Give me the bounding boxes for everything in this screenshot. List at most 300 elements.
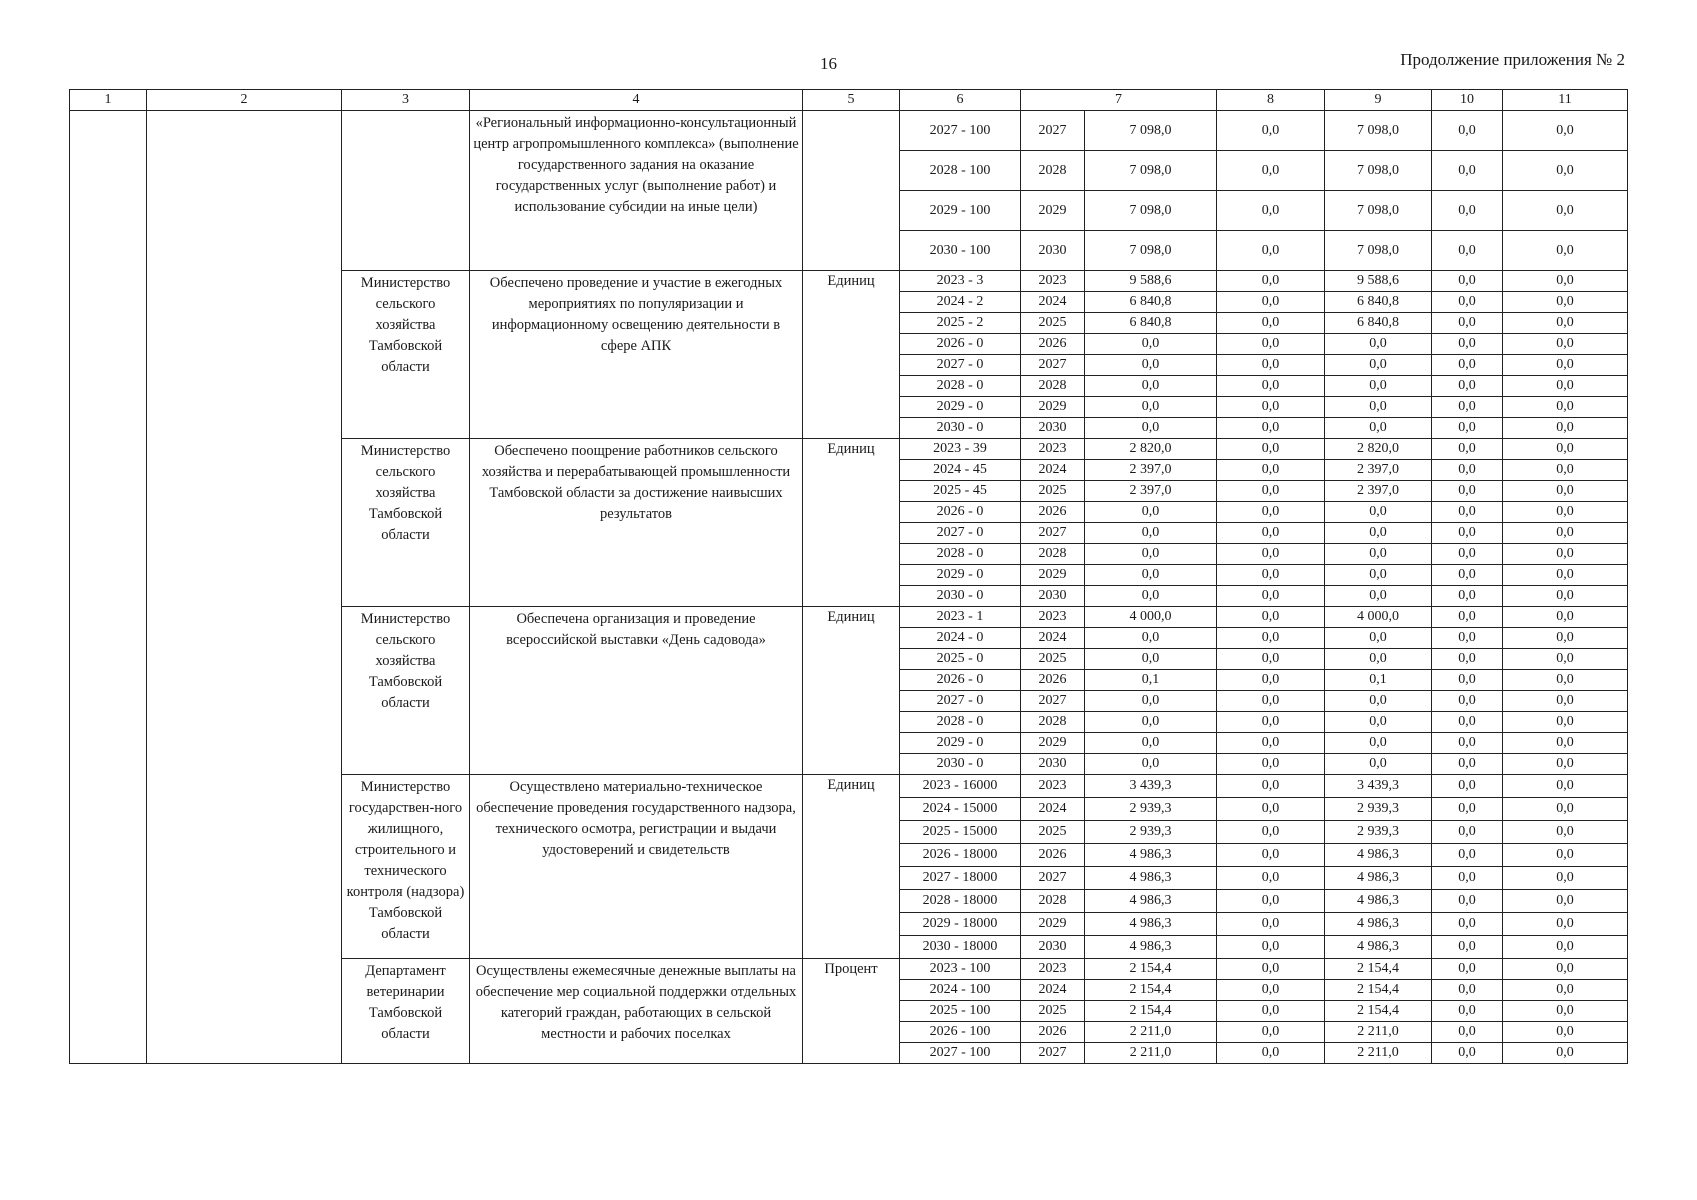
- amount-col-8: 0,0: [1217, 313, 1325, 334]
- col-header: 2: [147, 90, 342, 111]
- amount-col-9: 0,0: [1325, 418, 1432, 439]
- col-header: 5: [803, 90, 900, 111]
- amount-col-10: 0,0: [1432, 481, 1503, 502]
- amount-col-9: 2 939,3: [1325, 821, 1432, 844]
- amount-col-8: 0,0: [1217, 418, 1325, 439]
- amount-col-10: 0,0: [1432, 733, 1503, 754]
- amount-col-9: 4 986,3: [1325, 844, 1432, 867]
- amount-col-9: 0,0: [1325, 565, 1432, 586]
- amount-col-8: 0,0: [1217, 890, 1325, 913]
- amount-col-10: 0,0: [1432, 649, 1503, 670]
- amount-col-8: 0,0: [1217, 1001, 1325, 1022]
- total-amount: 0,0: [1085, 502, 1217, 523]
- amount-col-9: 2 397,0: [1325, 481, 1432, 502]
- year: 2030: [1021, 418, 1085, 439]
- cell-col-2-blank: [147, 111, 342, 1064]
- responsible-executor: Министерство сельского хозяйства Тамбовской области: [342, 271, 470, 439]
- amount-col-8: 0,0: [1217, 1043, 1325, 1064]
- amount-col-8: 0,0: [1217, 151, 1325, 191]
- result-description: «Региональный информационно-консультационный центр агропромышленного комплекса» (выполнение государственного задания на оказание государственных услуг (выполнение работ) и использование субсидии на иные цели): [470, 111, 803, 271]
- indicator-value: 2023 - 39: [900, 439, 1021, 460]
- year: 2027: [1021, 523, 1085, 544]
- total-amount: 4 986,3: [1085, 867, 1217, 890]
- amount-col-9: 0,0: [1325, 733, 1432, 754]
- amount-col-11: 0,0: [1503, 376, 1628, 397]
- indicator-value: 2026 - 0: [900, 670, 1021, 691]
- amount-col-8: 0,0: [1217, 334, 1325, 355]
- year: 2027: [1021, 111, 1085, 151]
- amount-col-11: 0,0: [1503, 111, 1628, 151]
- year: 2024: [1021, 292, 1085, 313]
- amount-col-9: 2 154,4: [1325, 980, 1432, 1001]
- indicator-value: 2024 - 45: [900, 460, 1021, 481]
- amount-col-10: 0,0: [1432, 691, 1503, 712]
- result-description: Осуществлено материально-техническое обеспечение проведения государственного надзора, технического осмотра, регистрации и выдачи удостоверений и свидетельств: [470, 775, 803, 959]
- amount-col-11: 0,0: [1503, 313, 1628, 334]
- total-amount: 2 211,0: [1085, 1043, 1217, 1064]
- total-amount: 0,0: [1085, 628, 1217, 649]
- year: 2026: [1021, 844, 1085, 867]
- year: 2024: [1021, 980, 1085, 1001]
- amount-col-9: 7 098,0: [1325, 151, 1432, 191]
- amount-col-9: 0,0: [1325, 523, 1432, 544]
- amount-col-10: 0,0: [1432, 397, 1503, 418]
- amount-col-9: 7 098,0: [1325, 191, 1432, 231]
- year: 2025: [1021, 649, 1085, 670]
- amount-col-9: 0,0: [1325, 628, 1432, 649]
- amount-col-11: 0,0: [1503, 502, 1628, 523]
- total-amount: 0,0: [1085, 691, 1217, 712]
- year: 2026: [1021, 1022, 1085, 1043]
- amount-col-8: 0,0: [1217, 649, 1325, 670]
- indicator-value: 2025 - 0: [900, 649, 1021, 670]
- indicator-value: 2027 - 0: [900, 355, 1021, 376]
- amount-col-8: 0,0: [1217, 754, 1325, 775]
- col-header: 7: [1021, 90, 1217, 111]
- amount-col-9: 0,0: [1325, 397, 1432, 418]
- indicator-value: 2028 - 0: [900, 376, 1021, 397]
- amount-col-10: 0,0: [1432, 867, 1503, 890]
- indicator-value: 2030 - 100: [900, 231, 1021, 271]
- total-amount: 7 098,0: [1085, 191, 1217, 231]
- amount-col-10: 0,0: [1432, 313, 1503, 334]
- responsible-executor: [342, 111, 470, 271]
- total-amount: 0,0: [1085, 523, 1217, 544]
- amount-col-9: 6 840,8: [1325, 313, 1432, 334]
- year: 2029: [1021, 191, 1085, 231]
- amount-col-11: 0,0: [1503, 607, 1628, 628]
- amount-col-9: 3 439,3: [1325, 775, 1432, 798]
- amount-col-10: 0,0: [1432, 439, 1503, 460]
- amount-col-11: 0,0: [1503, 460, 1628, 481]
- year: 2026: [1021, 670, 1085, 691]
- total-amount: 4 986,3: [1085, 936, 1217, 959]
- amount-col-8: 0,0: [1217, 565, 1325, 586]
- amount-col-9: 0,0: [1325, 544, 1432, 565]
- indicator-value: 2024 - 2: [900, 292, 1021, 313]
- amount-col-8: 0,0: [1217, 913, 1325, 936]
- amount-col-9: 0,0: [1325, 754, 1432, 775]
- total-amount: 6 840,8: [1085, 292, 1217, 313]
- col-header: 3: [342, 90, 470, 111]
- amount-col-8: 0,0: [1217, 231, 1325, 271]
- year: 2026: [1021, 334, 1085, 355]
- amount-col-11: 0,0: [1503, 754, 1628, 775]
- amount-col-10: 0,0: [1432, 191, 1503, 231]
- amount-col-10: 0,0: [1432, 913, 1503, 936]
- indicator-value: 2030 - 0: [900, 754, 1021, 775]
- amount-col-10: 0,0: [1432, 460, 1503, 481]
- indicator-value: 2028 - 18000: [900, 890, 1021, 913]
- unit-of-measure: [803, 111, 900, 271]
- amount-col-8: 0,0: [1217, 586, 1325, 607]
- total-amount: 4 986,3: [1085, 890, 1217, 913]
- total-amount: 0,0: [1085, 565, 1217, 586]
- amount-col-11: 0,0: [1503, 959, 1628, 980]
- col-header: 1: [70, 90, 147, 111]
- amount-col-11: 0,0: [1503, 191, 1628, 231]
- amount-col-10: 0,0: [1432, 355, 1503, 376]
- amount-col-10: 0,0: [1432, 1022, 1503, 1043]
- amount-col-10: 0,0: [1432, 890, 1503, 913]
- amount-col-9: 4 986,3: [1325, 913, 1432, 936]
- amount-col-10: 0,0: [1432, 936, 1503, 959]
- year: 2030: [1021, 754, 1085, 775]
- amount-col-8: 0,0: [1217, 628, 1325, 649]
- amount-col-11: 0,0: [1503, 439, 1628, 460]
- indicator-value: 2023 - 3: [900, 271, 1021, 292]
- year: 2029: [1021, 733, 1085, 754]
- amount-col-11: 0,0: [1503, 1022, 1628, 1043]
- responsible-executor: Министерство сельского хозяйства Тамбовской области: [342, 607, 470, 775]
- amount-col-11: 0,0: [1503, 628, 1628, 649]
- total-amount: 2 397,0: [1085, 460, 1217, 481]
- amount-col-8: 0,0: [1217, 712, 1325, 733]
- unit-of-measure: Единиц: [803, 775, 900, 959]
- table-row: [70, 111, 1628, 151]
- amount-col-10: 0,0: [1432, 959, 1503, 980]
- amount-col-8: 0,0: [1217, 355, 1325, 376]
- amount-col-11: 0,0: [1503, 565, 1628, 586]
- year: 2026: [1021, 502, 1085, 523]
- year: 2023: [1021, 439, 1085, 460]
- year: 2030: [1021, 936, 1085, 959]
- total-amount: 2 211,0: [1085, 1022, 1217, 1043]
- amount-col-11: 0,0: [1503, 586, 1628, 607]
- total-amount: 0,0: [1085, 649, 1217, 670]
- total-amount: 0,0: [1085, 586, 1217, 607]
- amount-col-10: 0,0: [1432, 523, 1503, 544]
- indicator-value: 2027 - 100: [900, 1043, 1021, 1064]
- year: 2024: [1021, 460, 1085, 481]
- amount-col-11: 0,0: [1503, 775, 1628, 798]
- total-amount: 0,0: [1085, 355, 1217, 376]
- amount-col-11: 0,0: [1503, 151, 1628, 191]
- total-amount: 0,0: [1085, 544, 1217, 565]
- amount-col-9: 0,0: [1325, 355, 1432, 376]
- amount-col-9: 2 154,4: [1325, 1001, 1432, 1022]
- amount-col-10: 0,0: [1432, 1043, 1503, 1064]
- indicator-value: 2024 - 0: [900, 628, 1021, 649]
- amount-col-8: 0,0: [1217, 191, 1325, 231]
- amount-col-8: 0,0: [1217, 691, 1325, 712]
- amount-col-8: 0,0: [1217, 821, 1325, 844]
- amount-col-9: 9 588,6: [1325, 271, 1432, 292]
- responsible-executor: Министерство государствен-ного жилищного, строительного и технического контроля (надзора) Тамбовской области: [342, 775, 470, 959]
- total-amount: 3 439,3: [1085, 775, 1217, 798]
- year: 2025: [1021, 1001, 1085, 1022]
- indicator-value: 2025 - 2: [900, 313, 1021, 334]
- amount-col-9: 7 098,0: [1325, 231, 1432, 271]
- amount-col-8: 0,0: [1217, 376, 1325, 397]
- total-amount: 7 098,0: [1085, 151, 1217, 191]
- amount-col-9: 0,0: [1325, 334, 1432, 355]
- amount-col-9: 2 397,0: [1325, 460, 1432, 481]
- unit-of-measure: Единиц: [803, 607, 900, 775]
- indicator-value: 2028 - 100: [900, 151, 1021, 191]
- unit-of-measure: Процент: [803, 959, 900, 1064]
- amount-col-10: 0,0: [1432, 151, 1503, 191]
- indicator-value: 2025 - 100: [900, 1001, 1021, 1022]
- total-amount: 4 986,3: [1085, 844, 1217, 867]
- year: 2023: [1021, 271, 1085, 292]
- amount-col-8: 0,0: [1217, 959, 1325, 980]
- amount-col-8: 0,0: [1217, 481, 1325, 502]
- amount-col-11: 0,0: [1503, 890, 1628, 913]
- amount-col-11: 0,0: [1503, 418, 1628, 439]
- indicator-value: 2026 - 0: [900, 502, 1021, 523]
- total-amount: 4 986,3: [1085, 913, 1217, 936]
- amount-col-8: 0,0: [1217, 397, 1325, 418]
- year: 2029: [1021, 397, 1085, 418]
- total-amount: 9 588,6: [1085, 271, 1217, 292]
- amount-col-11: 0,0: [1503, 733, 1628, 754]
- total-amount: 0,0: [1085, 754, 1217, 775]
- col-header: 8: [1217, 90, 1325, 111]
- indicator-value: 2027 - 18000: [900, 867, 1021, 890]
- amount-col-11: 0,0: [1503, 980, 1628, 1001]
- amount-col-10: 0,0: [1432, 292, 1503, 313]
- amount-col-9: 4 000,0: [1325, 607, 1432, 628]
- amount-col-9: 4 986,3: [1325, 890, 1432, 913]
- amount-col-8: 0,0: [1217, 111, 1325, 151]
- year: 2028: [1021, 544, 1085, 565]
- indicator-value: 2025 - 15000: [900, 821, 1021, 844]
- amount-col-8: 0,0: [1217, 523, 1325, 544]
- indicator-value: 2029 - 18000: [900, 913, 1021, 936]
- total-amount: 2 154,4: [1085, 980, 1217, 1001]
- amount-col-8: 0,0: [1217, 733, 1325, 754]
- indicator-value: 2027 - 100: [900, 111, 1021, 151]
- amount-col-8: 0,0: [1217, 775, 1325, 798]
- unit-of-measure: Единиц: [803, 439, 900, 607]
- indicator-value: 2023 - 100: [900, 959, 1021, 980]
- total-amount: 0,0: [1085, 397, 1217, 418]
- amount-col-9: 2 939,3: [1325, 798, 1432, 821]
- indicator-value: 2025 - 45: [900, 481, 1021, 502]
- responsible-executor: Министерство сельского хозяйства Тамбовской области: [342, 439, 470, 607]
- total-amount: 0,0: [1085, 376, 1217, 397]
- amount-col-11: 0,0: [1503, 798, 1628, 821]
- unit-of-measure: Единиц: [803, 271, 900, 439]
- amount-col-8: 0,0: [1217, 544, 1325, 565]
- amount-col-11: 0,0: [1503, 355, 1628, 376]
- total-amount: 2 939,3: [1085, 821, 1217, 844]
- amount-col-11: 0,0: [1503, 231, 1628, 271]
- col-header: 4: [470, 90, 803, 111]
- amount-col-9: 0,0: [1325, 376, 1432, 397]
- result-description: Обеспечено проведение и участие в ежегодных мероприятиях по популяризации и информационному освещению деятельности в сфере АПК: [470, 271, 803, 439]
- amount-col-10: 0,0: [1432, 544, 1503, 565]
- amount-col-9: 0,0: [1325, 502, 1432, 523]
- amount-col-8: 0,0: [1217, 607, 1325, 628]
- cell-col-1-blank: [70, 111, 147, 1064]
- result-description: Осуществлены ежемесячные денежные выплаты на обеспечение мер социальной поддержки отдельных категорий граждан, работающих в сельской местности и рабочих поселках: [470, 959, 803, 1064]
- amount-col-11: 0,0: [1503, 544, 1628, 565]
- amount-col-8: 0,0: [1217, 1022, 1325, 1043]
- amount-col-11: 0,0: [1503, 670, 1628, 691]
- amount-col-11: 0,0: [1503, 1001, 1628, 1022]
- amount-col-9: 0,0: [1325, 586, 1432, 607]
- indicator-value: 2026 - 100: [900, 1022, 1021, 1043]
- amount-col-11: 0,0: [1503, 334, 1628, 355]
- continuation-label: Продолжение приложения № 2: [1400, 50, 1625, 69]
- amount-col-10: 0,0: [1432, 502, 1503, 523]
- amount-col-10: 0,0: [1432, 844, 1503, 867]
- indicator-value: 2029 - 0: [900, 397, 1021, 418]
- year: 2028: [1021, 890, 1085, 913]
- amount-col-10: 0,0: [1432, 271, 1503, 292]
- amount-col-10: 0,0: [1432, 111, 1503, 151]
- col-header: 10: [1432, 90, 1503, 111]
- amount-col-10: 0,0: [1432, 670, 1503, 691]
- amount-col-10: 0,0: [1432, 798, 1503, 821]
- year: 2023: [1021, 775, 1085, 798]
- result-description: Обеспечена организация и проведение всероссийской выставки «День садовода»: [470, 607, 803, 775]
- year: 2030: [1021, 231, 1085, 271]
- year: 2027: [1021, 355, 1085, 376]
- total-amount: 0,0: [1085, 733, 1217, 754]
- amount-col-10: 0,0: [1432, 376, 1503, 397]
- amount-col-9: 7 098,0: [1325, 111, 1432, 151]
- total-amount: 0,0: [1085, 334, 1217, 355]
- page-number: 16: [820, 54, 837, 73]
- indicator-value: 2027 - 0: [900, 523, 1021, 544]
- amount-col-10: 0,0: [1432, 712, 1503, 733]
- amount-col-9: 2 820,0: [1325, 439, 1432, 460]
- amount-col-9: 0,0: [1325, 691, 1432, 712]
- amount-col-11: 0,0: [1503, 292, 1628, 313]
- year: 2027: [1021, 1043, 1085, 1064]
- indicator-value: 2028 - 0: [900, 544, 1021, 565]
- header-row: [70, 90, 1628, 111]
- year: 2030: [1021, 586, 1085, 607]
- responsible-executor: Департамент ветеринарии Тамбовской области: [342, 959, 470, 1064]
- total-amount: 2 939,3: [1085, 798, 1217, 821]
- amount-col-10: 0,0: [1432, 628, 1503, 649]
- year: 2027: [1021, 691, 1085, 712]
- total-amount: 7 098,0: [1085, 231, 1217, 271]
- indicator-value: 2023 - 1: [900, 607, 1021, 628]
- amount-col-10: 0,0: [1432, 980, 1503, 1001]
- amount-col-8: 0,0: [1217, 670, 1325, 691]
- amount-col-9: 0,1: [1325, 670, 1432, 691]
- amount-col-10: 0,0: [1432, 565, 1503, 586]
- indicator-value: 2030 - 0: [900, 418, 1021, 439]
- indicator-value: 2024 - 100: [900, 980, 1021, 1001]
- amount-col-8: 0,0: [1217, 936, 1325, 959]
- amount-col-9: 6 840,8: [1325, 292, 1432, 313]
- indicator-value: 2023 - 16000: [900, 775, 1021, 798]
- amount-col-8: 0,0: [1217, 867, 1325, 890]
- indicator-value: 2024 - 15000: [900, 798, 1021, 821]
- amount-col-8: 0,0: [1217, 460, 1325, 481]
- indicator-value: 2027 - 0: [900, 691, 1021, 712]
- amount-col-11: 0,0: [1503, 913, 1628, 936]
- year: 2025: [1021, 313, 1085, 334]
- indicator-value: 2029 - 0: [900, 733, 1021, 754]
- amount-col-9: 2 211,0: [1325, 1043, 1432, 1064]
- amount-col-9: 2 154,4: [1325, 959, 1432, 980]
- result-description: Обеспечено поощрение работников сельского хозяйства и перерабатывающей промышленности Тамбовской области за достижение наивысших результатов: [470, 439, 803, 607]
- amount-col-11: 0,0: [1503, 271, 1628, 292]
- year: 2025: [1021, 821, 1085, 844]
- amount-col-11: 0,0: [1503, 481, 1628, 502]
- amount-col-8: 0,0: [1217, 502, 1325, 523]
- indicator-value: 2029 - 100: [900, 191, 1021, 231]
- total-amount: 6 840,8: [1085, 313, 1217, 334]
- indicator-value: 2026 - 18000: [900, 844, 1021, 867]
- total-amount: 2 397,0: [1085, 481, 1217, 502]
- indicator-value: 2030 - 18000: [900, 936, 1021, 959]
- amount-col-9: 0,0: [1325, 712, 1432, 733]
- amount-col-10: 0,0: [1432, 754, 1503, 775]
- amount-col-10: 0,0: [1432, 607, 1503, 628]
- year: 2028: [1021, 151, 1085, 191]
- col-header: 11: [1503, 90, 1628, 111]
- amount-col-11: 0,0: [1503, 712, 1628, 733]
- indicator-value: 2030 - 0: [900, 586, 1021, 607]
- year: 2024: [1021, 798, 1085, 821]
- year: 2023: [1021, 607, 1085, 628]
- amount-col-8: 0,0: [1217, 271, 1325, 292]
- amount-col-11: 0,0: [1503, 867, 1628, 890]
- year: 2023: [1021, 959, 1085, 980]
- amount-col-11: 0,0: [1503, 691, 1628, 712]
- indicator-value: 2028 - 0: [900, 712, 1021, 733]
- amount-col-11: 0,0: [1503, 821, 1628, 844]
- amount-col-11: 0,0: [1503, 649, 1628, 670]
- amount-col-11: 0,0: [1503, 844, 1628, 867]
- amount-col-10: 0,0: [1432, 586, 1503, 607]
- amount-col-10: 0,0: [1432, 334, 1503, 355]
- amount-col-10: 0,0: [1432, 821, 1503, 844]
- total-amount: 0,1: [1085, 670, 1217, 691]
- budget-table: [69, 89, 1628, 1064]
- amount-col-9: 4 986,3: [1325, 867, 1432, 890]
- amount-col-11: 0,0: [1503, 397, 1628, 418]
- total-amount: 0,0: [1085, 712, 1217, 733]
- total-amount: 2 820,0: [1085, 439, 1217, 460]
- amount-col-10: 0,0: [1432, 231, 1503, 271]
- col-header: 6: [900, 90, 1021, 111]
- year: 2029: [1021, 565, 1085, 586]
- total-amount: 4 000,0: [1085, 607, 1217, 628]
- amount-col-11: 0,0: [1503, 523, 1628, 544]
- total-amount: 0,0: [1085, 418, 1217, 439]
- amount-col-11: 0,0: [1503, 1043, 1628, 1064]
- col-header: 9: [1325, 90, 1432, 111]
